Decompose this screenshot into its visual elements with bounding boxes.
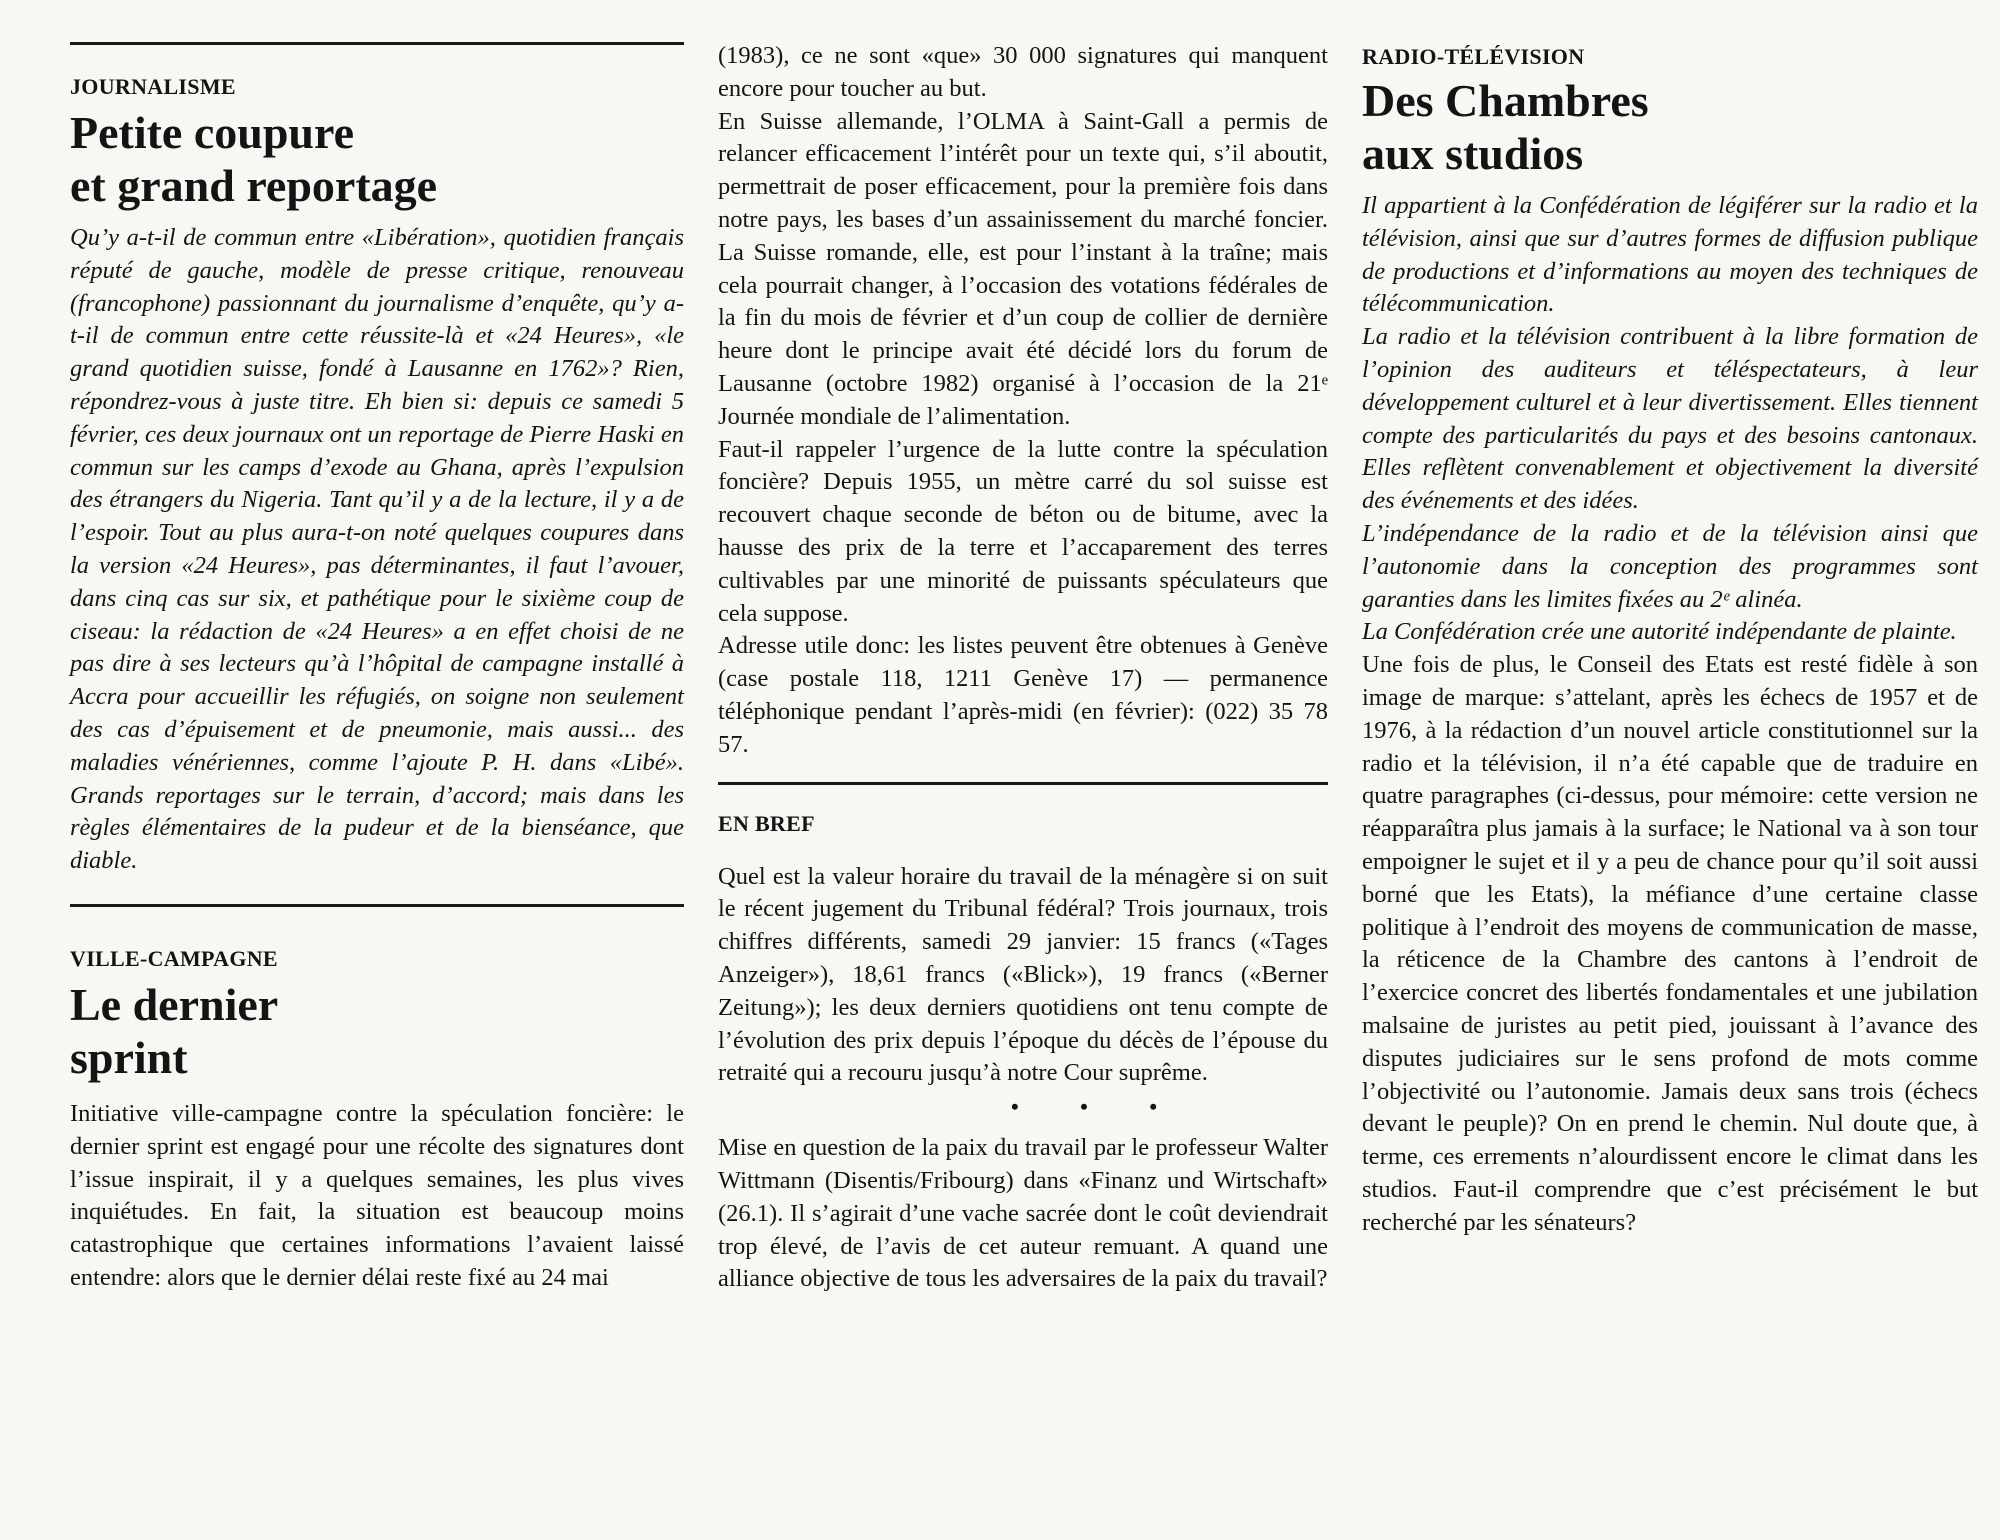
article-body-ville-campagne-continued: (1983), ce ne sont «que» 30 000 signatures qui manquent encore pour toucher au but. — [718, 42, 1328, 102]
article-body-journalisme: Qu’y a-t-il de commun entre «Libération», quotidien français réputé de gauche, modèle de presse critique, renouveau (francophone) passionnant du journalisme d’enquête, qu’y a-t-il de commun entre cette réussite-là et «24 Heures», «le grand quotidien suisse, fondé à Lausanne en 1762»? Rien, répondrez-vous à juste titre. Eh bien si: depuis ce samedi 5 février, ces deux journaux ont un reportage de Pierre Haski en commun sur les camps d’exode au Ghana, après l’expulsion des étrangers du Nigeria. Tant qu’il y a de la lecture, il y a de l’espoir. Tout au plus aura-t-on noté quelques coupures dans la version «24 Heures», pas déterminantes, il faut l’avouer, dans cinq cas sur six, et pathétique pour le sixième coup de ciseau: la rédaction de «24 Heures» a en effet choisi de ne pas dire à ses lecteurs qu’à l’hôpital de campagne installé à Accra pour accueillir les réfugiés, on soigne non seulement des cas d’épuisement et de pneumonie, mais aussi... des maladies vénériennes, comme l’ajoute P. H. dans «Libé». Grands reportages sur le terrain, d’accord; mais dans les règles élémentaires de la pudeur et de la bienséance, que diable. — [70, 224, 684, 875]
column-1 — [70, 0, 684, 1540]
column-2 — [718, 0, 1328, 1540]
constitution-text-paragraph: La Confédération crée une autorité indépendante de plainte. — [1362, 618, 1957, 646]
article-paragraph: Adresse utile donc: les listes peuvent être obtenues à Genève (case postale 118, 1211 Genève 17) — permanence téléphonique pendant l’après-midi (en février): (022) 35 78 57. — [718, 632, 1328, 758]
headline-line: Petite coupure — [70, 107, 355, 158]
article-paragraph: Faut-il rappeler l’urgence de la lutte contre la spéculation foncière? Depuis 1955, un mètre carré du sol suisse est recouvert chaque seconde de béton ou de bitume, avec la hausse des prix de la terre et l’accaparement des terres cultivables par une minorité de puissants spéculateurs que cela suppose. — [718, 435, 1328, 627]
kicker-radio-television: RADIO-TÉLÉVISION — [1362, 44, 1585, 69]
article-body-radio-television: Une fois de plus, le Conseil des Etats est resté fidèle à son image de marque: s’attelant, après les échecs de 1957 et de 1976, à la rédaction d’un nouvel article constitutionnel sur la radio et la télévision, il n’a été capable que de traduire en quatre paragraphes (ci-dessus, pour mémoire: cette version ne réapparaîtra plus jamais à la surface; le National va à son tour empoigner le sujet et il y a peu de chance pour qu’il soit aussi borné que les Etats), la méfiance d’une certaine classe politique à l’endroit des moyens de communication de masse, la réticence de la Chambre des cantons à l’endroit de l’exercice concret des libertés fondamentales et une jubilation malsaine de juristes au petit pied, jouissant à l’avance des disputes judiciaires sur le sens profond de mots comme l’objectivité ou l’autonomie. Jamais deux sans trois (échecs devant le peuple)? On en prend le chemin. Nul doute que, à terme, ces errements n’alourdissent encore le climat dans les studios. Faut-il comprendre que c’est précisément le but recherché par les sénateurs? — [1362, 651, 1978, 1236]
section-rule — [718, 782, 1328, 785]
article-paragraph: En Suisse allemande, l’OLMA à Saint-Gall a permis de relancer efficacement l’intérêt pour un texte qui, s’il aboutit, permettrait de poser efficacement, pour la première fois dans notre pays, les bases d’un assainissement du marché foncier. La Suisse romande, elle, est pour l’instant à la traîne; mais cela pourrait changer, à l’occasion des votations fédérales de la fin du mois de février et d’un coup de collier de dernière heure dont le principe avait été décidé lors du forum de Lausanne (octobre 1982) organisé à l’occasion de la 21ᵉ Journée mondiale de l’alimentation. — [718, 107, 1328, 430]
article-body-ville-campagne-part1: Initiative ville-campagne contre la spéculation foncière: le dernier sprint est engagé pour une récolte des signatures dont l’issue inspirait, il y a quelques semaines, les plus vives inquiétudes. En fait, la situation est beaucoup moins catastrophique que certaines informations l’avaient laissé entendre: alors que le dernier délai reste fixé au 24 mai — [70, 1099, 684, 1291]
headline-line: aux studios — [1362, 128, 1584, 179]
constitution-text-paragraph: La radio et la télévision contribuent à la libre formation de l’opinion des auditeurs et téléspectateurs, à leur développement culturel et à leur divertissement. Elles tiennent compte des particularités du pays et des besoins cantonaux. Elles reflètent convenablement et objectivement la diversité des événements et des idées. — [1362, 323, 1978, 515]
headline-line: Le dernier — [70, 978, 279, 1030]
section-rule — [70, 42, 684, 45]
constitution-text-paragraph: L’indépendance de la radio et de la télévision ainsi que l’autonomie dans la conception des programmes sont garanties dans les limites fixées au 2ᵉ alinéa. — [1362, 519, 1978, 613]
headline-line: sprint — [70, 1031, 188, 1083]
kicker-journalisme: JOURNALISME — [70, 74, 236, 99]
brief-item-2: Mise en question de la paix du travail par le professeur Walter Wittmann (Disentis/Fribourg) dans «Finanz und Wirtschaft» (26.1). Il s’agirait d’une vache sacrée dont le coût deviendrait trop élevé, de l’avis de cet auteur remuant. A quand une alliance objective de tous les adversaires de la paix du travail? — [718, 1134, 1328, 1293]
column-3 — [1362, 0, 1978, 1540]
kicker-en-bref: EN BREF — [718, 810, 815, 836]
headline-ville-campagne — [70, 978, 684, 1084]
headline-line: Des Chambres — [1362, 75, 1649, 126]
headline-journalisme — [70, 106, 684, 212]
headline-radio-television — [1362, 74, 1978, 180]
brief-item-1: Quel est la valeur horaire du travail de la ménagère si on suit le récent jugement du Tribunal fédéral? Trois journaux, trois chiffres différents, samedi 29 janvier: 15 francs («Tages Anzeiger»), 18,61 francs («Blick»), 19 francs («Berner Zeitung»); les deux derniers quotidiens ont tenu compte de l’évolution des prix depuis l’époque du décès de l’épouse du retraité qui a recouru jusqu’à notre Cour suprême. — [718, 862, 1328, 1087]
constitution-text-paragraph: Il appartient à la Confédération de légiférer sur la radio et la télévision, ainsi que sur d’autres formes de diffusion publique de productions et d’informations au moyen des techniques de télécommunication. — [1362, 192, 1978, 318]
kicker-ville-campagne: VILLE-CAMPAGNE — [70, 945, 278, 971]
section-rule — [70, 904, 684, 907]
headline-line: et grand reportage — [70, 160, 438, 211]
separator-dots: • • • — [1010, 1094, 1186, 1120]
